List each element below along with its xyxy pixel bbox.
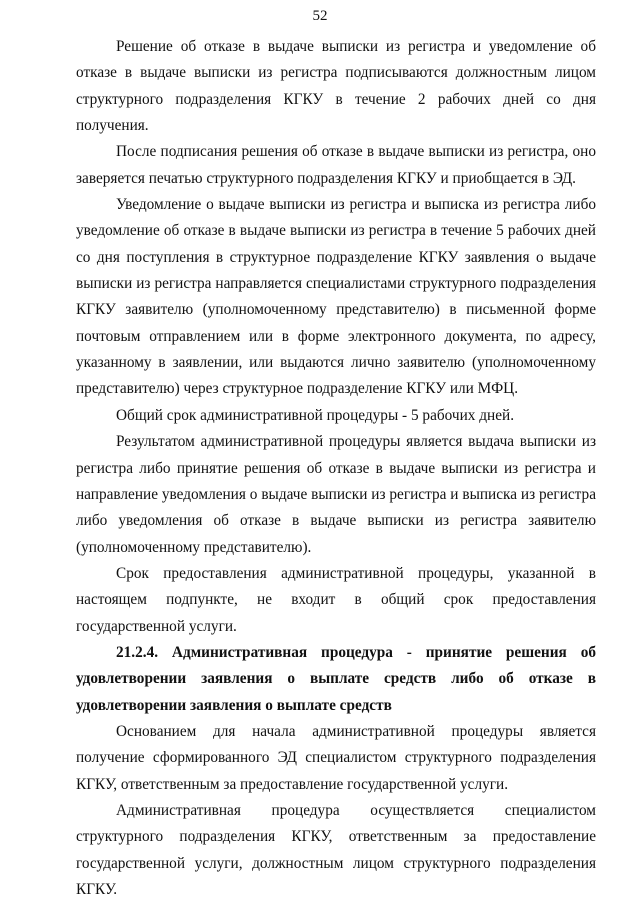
section-heading: 21.2.4. Административная процедура - принятие решения об удовлетворении заявления о выплате средств либо об отказе в удовлетворении заявления о выплате средств [76,643,596,714]
paragraph-procedure-basis: Основанием для начала административной процедуры является получение сформированного ЭД специалистом структурного подразделения КГКУ, ответственным за предоставление государственной услуги. [76,722,596,793]
paragraph-procedure-term: Срок предоставления административной процедуры, указанной в настоящем подпункте, не входит в общий срок предоставления государственной услуги. [76,564,596,635]
paragraph-refusal-stamping: После подписания решения об отказе в выдаче выписки из регистра, оно заверяется печатью структурного подразделения КГКУ и приобщается в ЭД. [76,143,596,187]
document-body [76,34,596,903]
paragraph-procedure-result: Результатом административной процедуры является выдача выписки из регистра либо принятие решения об отказе в выдаче выписки из регистра и направление уведомления о выдаче выписки из регистра и выписка из регистра либо уведомления об отказе в выдаче выписки из регистра заявителю (уполномоченному представителю). [76,433,596,556]
page-number: 52 [312,8,328,24]
paragraph-procedure-executor: Административная процедура осуществляется специалистом структурного подразделения КГКУ, ответственным за предоставление государственной услуги, должностным лицом структурного подразделения КГКУ. [76,801,596,898]
paragraph-notification-delivery: Уведомление о выдаче выписки из регистра и выписка из регистра либо уведомление об отказе в выдаче выписки из регистра в течение 5 рабочих дней со дня поступления в структурное подразделение КГКУ заявления о выдаче выписки из регистра направляется специалистами структурного подразделения КГКУ заявителю (уполномоченному представителю) в письменной форме почтовым отправлением или в форме электронного документа, по адресу, указанному в заявлении, или выдаются лично заявителю (уполномоченному представителю) через структурное подразделение КГКУ или МФЦ. [76,196,596,398]
paragraph-total-duration: Общий срок административной процедуры - 5 рабочих дней. [116,406,515,424]
paragraph-refusal-signing: Решение об отказе в выдаче выписки из регистра и уведомление об отказе в выдаче выписки из регистра подписываются должностным лицом структурного подразделения КГКУ в течение 2 рабочих дней со дня получения. [76,38,596,135]
